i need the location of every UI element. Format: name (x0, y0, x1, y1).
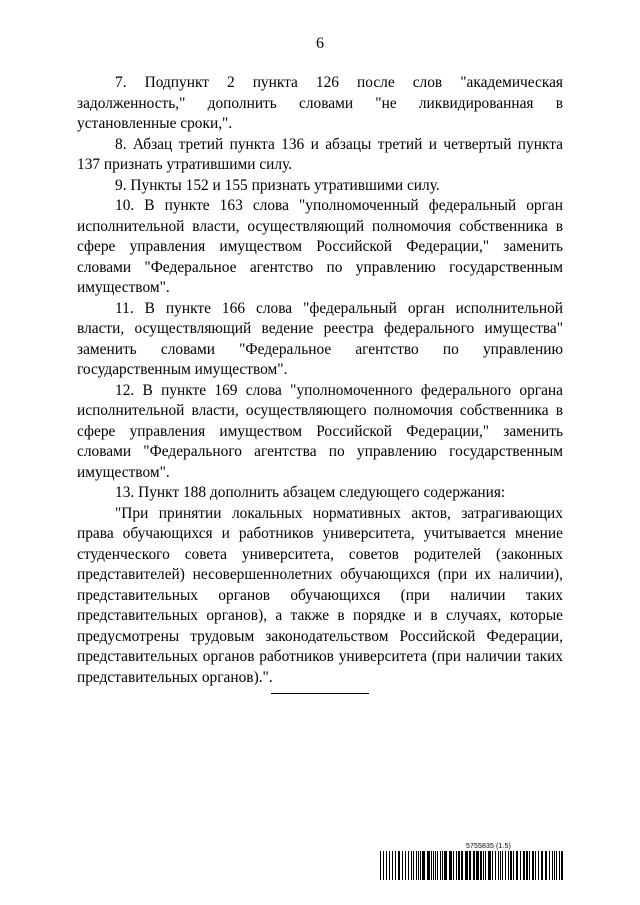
barcode (380, 851, 564, 880)
separator-line (271, 693, 369, 694)
paragraph-item-7: 7. Подпункт 2 пункта 126 после слов "академическая задолженность," дополнить словами "не ликвидированная в установленные сроки,". (77, 74, 563, 132)
page-number: 6 (316, 35, 324, 52)
paragraph-item-12: 12. В пункте 169 слова "уполномоченного федерального органа исполнительной власти, осуществляющего полномочия собственника в сфере управления имуществом Российской Федерации," заменить словами "Федерального агентства по управлению государственным имуществом". (77, 381, 563, 481)
barcode-label: 5755835 (1.5) (466, 843, 511, 850)
quoted-paragraph: "При принятии локальных нормативных актов, затрагивающих права обучающихся и работников университета, учитывается мнение студенческого совета университета, советов родителей (законных представителей) несовершеннолетних обучающихся (при их наличии), представительных органов обучающихся (при наличии таких представительных органов), а также в порядке и в случаях, которые предусмотрены трудовым законодательством Российской Федерации, представительных органов работников университета (при наличии таких представительных органов).". (77, 504, 563, 686)
paragraph-item-10: 10. В пункте 163 слова "уполномоченный федеральный орган исполнительной власти, осуществляющий полномочия собственника в сфере управления имуществом Российской Федерации," заменить словами "Федеральное агентство по управлению государственным имуществом". (77, 197, 563, 296)
document-body (77, 73, 563, 688)
paragraph-item-9: 9. Пункты 152 и 155 признать утратившими силу. (115, 176, 440, 194)
paragraph-item-11: 11. В пункте 166 слова "федеральный орган исполнительной власти, осуществляющий ведение реестра федерального имущества" заменить словами "Федеральное агентство по управлению государственным имуществом". (77, 299, 563, 378)
paragraph-item-13: 13. Пункт 188 дополнить абзацем следующего содержания: (115, 484, 506, 501)
paragraph-item-8: 8. Абзац третий пункта 136 и абзацы третий и четвертый пункта 137 признать утратившими силу. (77, 135, 563, 173)
